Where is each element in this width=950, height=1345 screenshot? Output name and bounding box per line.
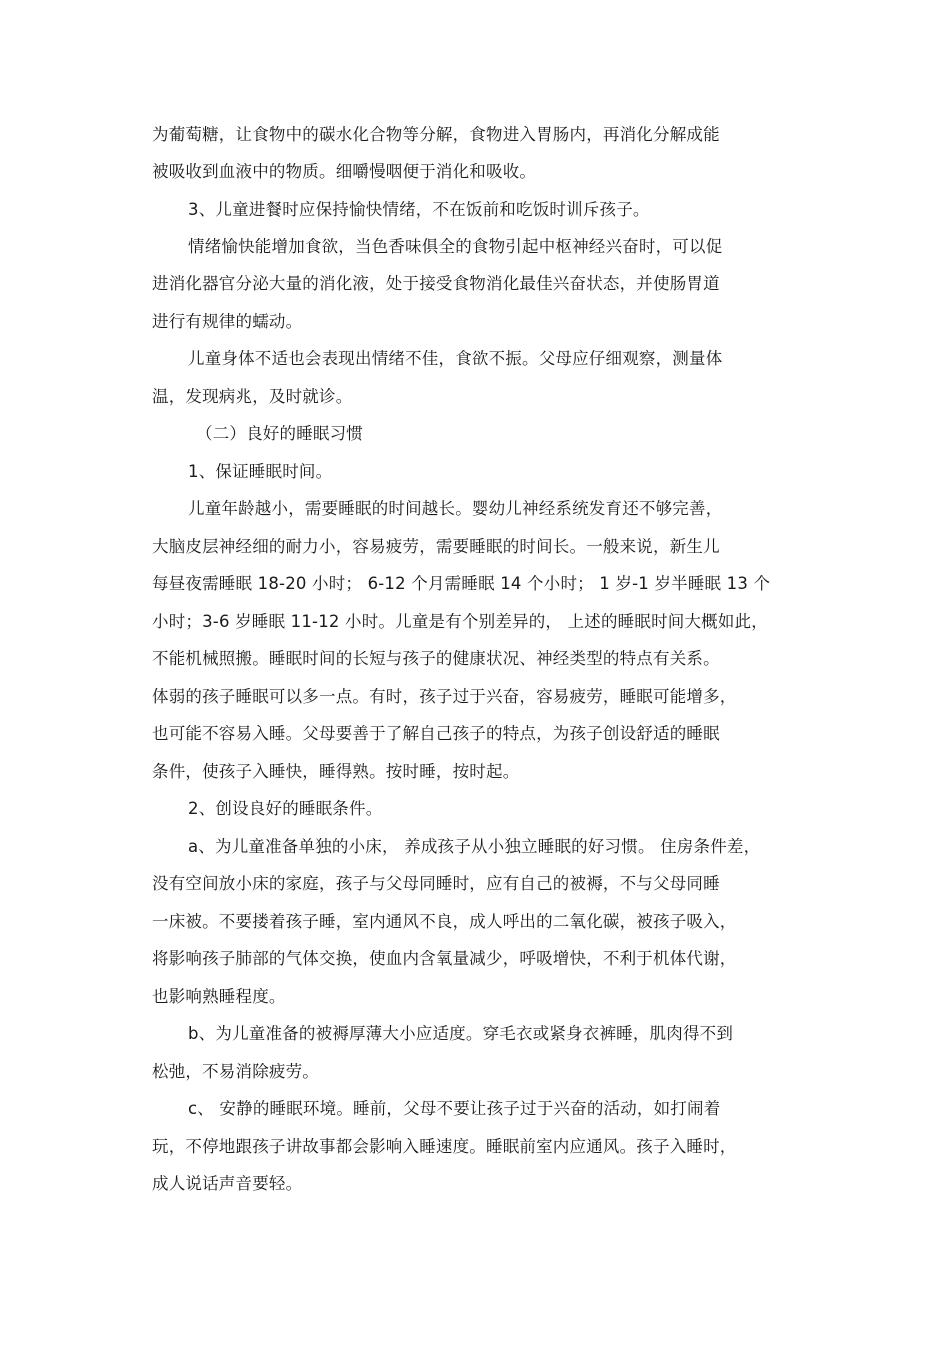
text-line-17: 也可能不容易入睡。父母要善于了解自己孩子的特点，为孩子创设舒适的睡眠	[152, 724, 720, 743]
text-line-12: 大脑皮层神经细的耐力小，容易疲劳，需要睡眠的时间长。一般来说，新生儿	[152, 537, 720, 556]
list-item-1: 1、保证睡眠时间。	[188, 462, 333, 481]
text-line-16: 体弱的孩子睡眠可以多一点。有时，孩子过于兴奋，容易疲劳，睡眠可能增多，	[152, 687, 737, 706]
text-line-6: 进行有规律的蠕动。	[152, 312, 303, 331]
text-line-18: 条件，使孩子入睡快，睡得熟。按时睡，按时起。	[152, 762, 520, 781]
list-item-3: 3、儿童进餐时应保持愉快情绪，不在饭前和吃饭时训斥孩子。	[188, 200, 650, 219]
text-line-14: 小时；3-6 岁睡眠 11-12 小时。儿童是有个别差异的， 上述的睡眠时间大概如此，	[152, 612, 768, 631]
section-heading-sleep-habits: （二）良好的睡眠习惯	[196, 424, 363, 443]
text-line-8: 温，发现病兆，及时就诊。	[152, 387, 353, 406]
text-line-13: 每昼夜需睡眠 18-20 小时； 6-12 个月需睡眠 14 个小时； 1 岁-1 岁半睡眠 13 个	[152, 574, 771, 593]
text-line-26: 松弛，不易消除疲劳。	[152, 1062, 319, 1081]
text-line-2: 被吸收到血液中的物质。细嚼慢咽便于消化和吸收。	[152, 162, 537, 181]
text-line-24: 也影响熟睡程度。	[152, 987, 286, 1006]
text-line-29: 成人说话声音要轻。	[152, 1174, 303, 1193]
paragraph-start: 儿童身体不适也会表现出情绪不佳，食欲不振。父母应仔细观察，测量体	[188, 349, 723, 368]
list-item-b: b、为儿童准备的被褥厚薄大小应适度。穿毛衣或紧身衣裤睡，肌肉得不到	[188, 1024, 734, 1043]
text-line-28: 玩，不停地跟孩子讲故事都会影响入睡速度。睡眠前室内应通风。孩子入睡时，	[152, 1137, 737, 1156]
text-line-1: 为葡萄糖，让食物中的碳水化合物等分解，食物进入胃肠内，再消化分解成能	[152, 125, 720, 144]
text-line-21: 没有空间放小床的家庭，孩子与父母同睡时，应有自己的被褥，不与父母同睡	[152, 874, 720, 893]
paragraph-start: 儿童年龄越小，需要睡眠的时间越长。婴幼儿神经系统发育还不够完善，	[188, 499, 723, 518]
text-line-15: 不能机械照搬。睡眠时间的长短与孩子的健康状况、神经类型的特点有关系。	[152, 649, 720, 668]
list-item-c: c、 安静的睡眠环境。睡前，父母不要让孩子过于兴奋的活动，如打闹着	[188, 1099, 721, 1118]
list-item-2: 2、创设良好的睡眠条件。	[188, 799, 383, 818]
list-item-a: a、为儿童准备单独的小床， 养成孩子从小独立睡眠的好习惯。 住房条件差，	[188, 837, 761, 856]
paragraph-start: 情绪愉快能增加食欲，当色香味俱全的食物引起中枢神经兴奋时，可以促	[188, 237, 723, 256]
text-line-22: 一床被。不要搂着孩子睡，室内通风不良，成人呼出的二氧化碳，被孩子吸入，	[152, 912, 737, 931]
text-line-23: 将影响孩子肺部的气体交换，使血内含氧量减少，呼吸增快，不利于机体代谢，	[152, 949, 737, 968]
text-line-5: 进消化器官分泌大量的消化液，处于接受食物消化最佳兴奋状态，并使肠胃道	[152, 274, 720, 293]
